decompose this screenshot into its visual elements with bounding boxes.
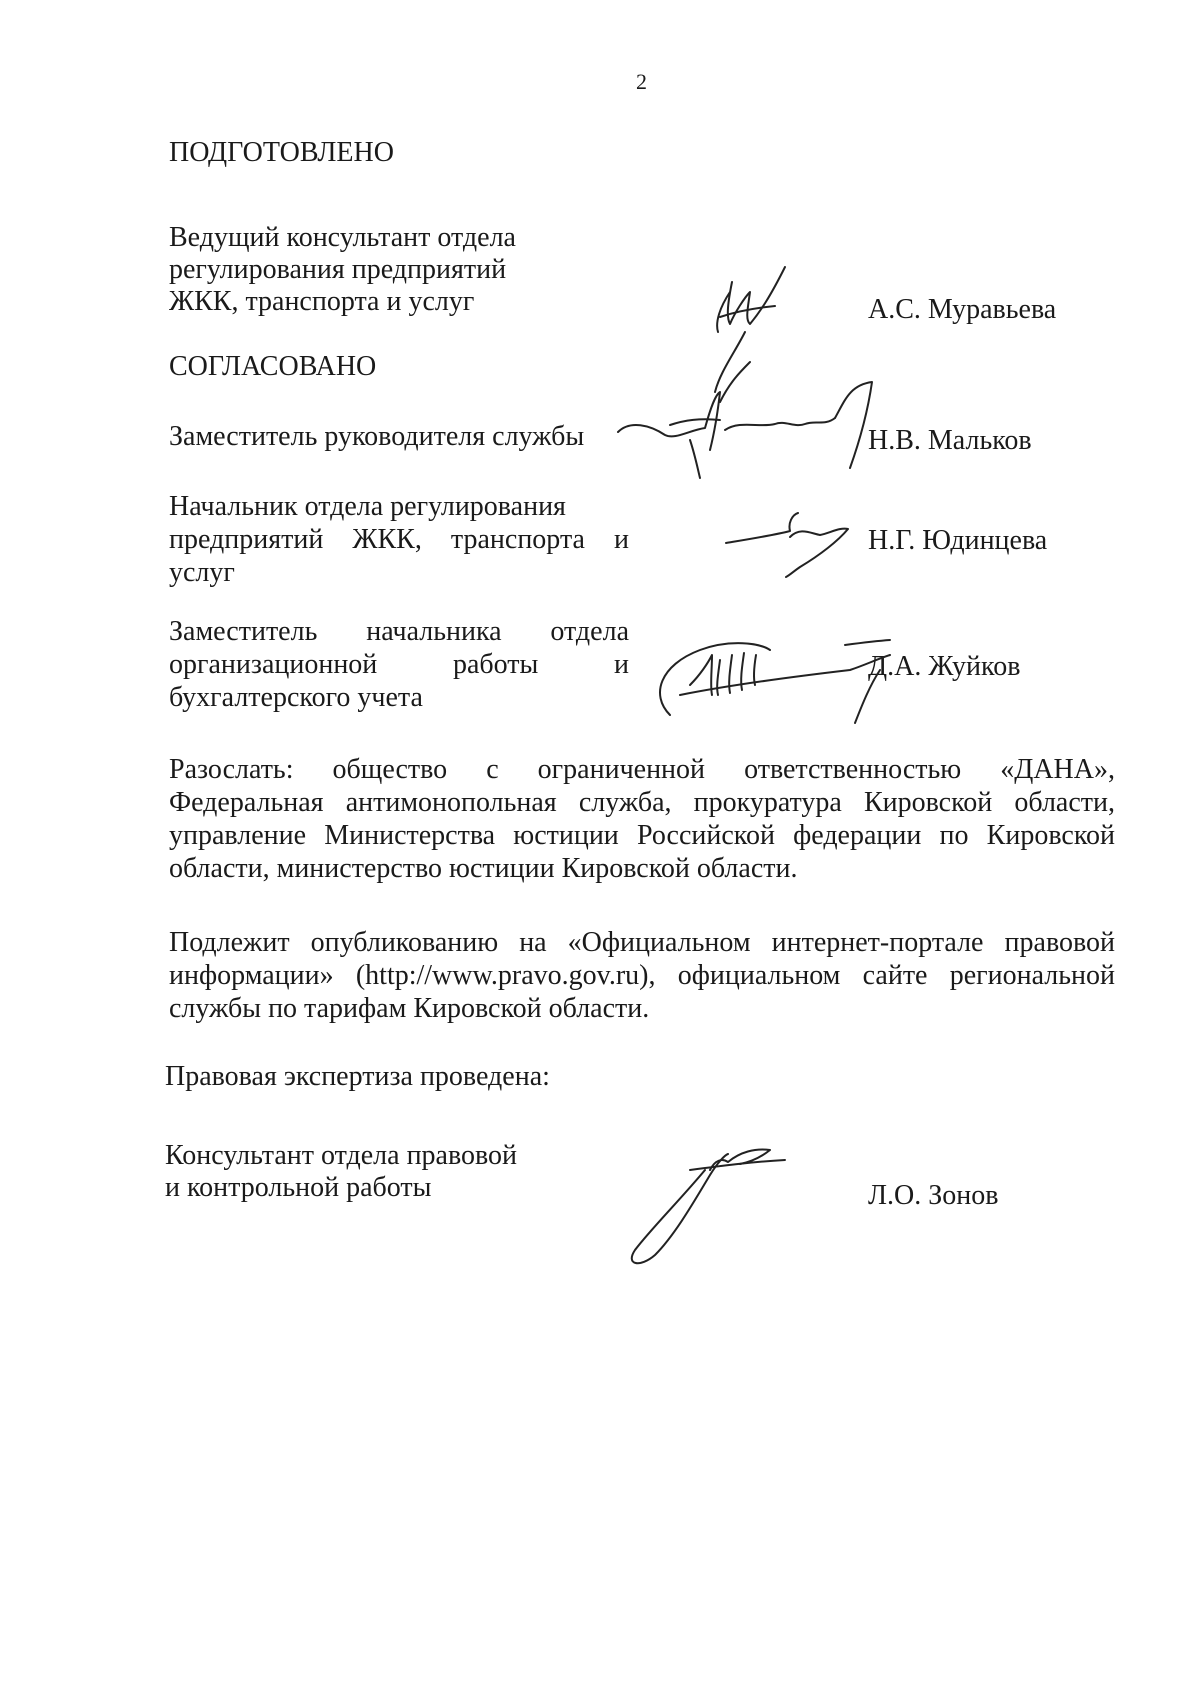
legal-review-signer-name: Л.О. Зонов (868, 1180, 999, 1211)
position-line: услуг (169, 557, 235, 588)
legal-review-heading: Правовая экспертиза проведена: (165, 1061, 550, 1092)
legal-review-position-line: и контрольной работы (165, 1172, 432, 1203)
legal-review-position-line: Консультант отдела правовой (165, 1140, 518, 1171)
agreed-signer-3-position (169, 615, 629, 714)
agreed-signer-1-position: Заместитель руководителя службы (169, 421, 585, 452)
signature-malkov (610, 380, 880, 480)
signature-yudintseva (720, 505, 860, 585)
signature-zhuykov (640, 625, 900, 725)
position-line: Начальник отдела регулирования (169, 491, 566, 522)
agreed-signer-1-name: Н.В. Мальков (868, 425, 1032, 456)
page-number: 2 (636, 69, 647, 94)
paragraph-line: Федеральная антимонопольная служба, прокуратура Кировской области, (169, 787, 1115, 818)
publication-paragraph (169, 926, 1115, 1025)
agreed-signer-2-position (169, 490, 629, 589)
paragraph-line: службы по тарифам Кировской области. (169, 993, 650, 1024)
agreed-heading: СОГЛАСОВАНО (169, 351, 377, 382)
position-line: организационной работы и (169, 649, 629, 680)
distribution-paragraph (169, 753, 1115, 885)
paragraph-line: области, министерство юстиции Кировской области. (169, 853, 798, 884)
position-line: Заместитель начальника отдела (169, 616, 629, 647)
position-line: бухгалтерского учета (169, 682, 423, 713)
paragraph-line: управление Министерства юстиции Российской федерации по Кировской (169, 820, 1115, 851)
prepared-position-line: Ведущий консультант отдела (169, 222, 516, 253)
agreed-signer-3-name: Д.А. Жуйков (868, 651, 1021, 682)
paragraph-line: Подлежит опубликованию на «Официальном интернет-портале правовой (169, 927, 1115, 958)
prepared-heading: ПОДГОТОВЛЕНО (169, 137, 394, 168)
position-line: предприятий ЖКК, транспорта и (169, 524, 629, 555)
agreed-signer-2-name: Н.Г. Юдинцева (868, 525, 1048, 556)
prepared-position-line: ЖКК, транспорта и услуг (169, 286, 475, 317)
paragraph-line: информации» (http://www.pravo.gov.ru), официальном сайте региональной (169, 960, 1115, 991)
signature-zonov (610, 1140, 800, 1270)
prepared-position-line: регулирования предприятий (169, 254, 507, 285)
prepared-signer-name: А.С. Муравьева (868, 294, 1057, 325)
paragraph-line: Разослать: общество с ограниченной ответственностью «ДАНА», (169, 754, 1115, 785)
